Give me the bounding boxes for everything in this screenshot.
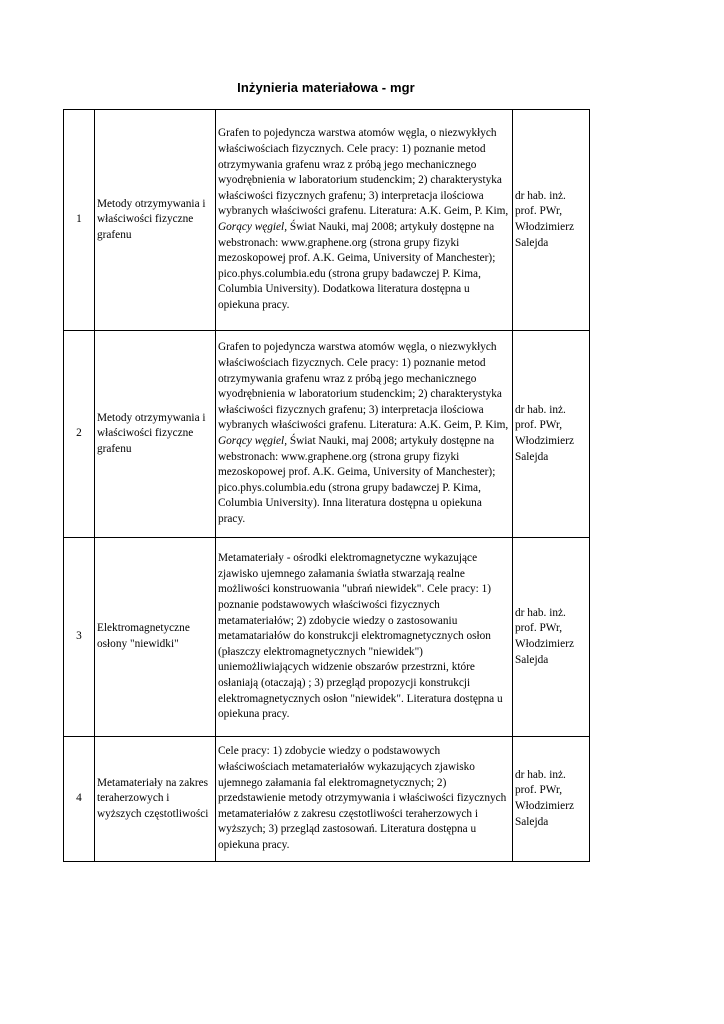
book-title-italic: Gorący węgiel,	[218, 435, 288, 447]
row-number: 2	[64, 331, 95, 538]
book-title-italic: Gorący węgiel,	[218, 221, 288, 233]
topic-description: Metamateriały - ośrodki elektromagnetyczne wykazujące zjawisko ujemnego załamania światła stwarzają realne możliwości konstruowania "ubrań niewidek". Cele pracy: 1) poznanie podstawowych właściwości fizycznych metamateriałów; 2) zdobycie wiedzy o zastosowaniu metamatariałów do konstrukcji elektromagnetycznych osłon (płaszczy elektromagnetycznych "niewidek") uniemożliwiających widzenie obszarów przestrzni, które osłaniają (otaczają) ; 3) przegląd propozycji konstrukcji elektromagnetycznych osłon "niewidek". Literatura dostępna u opiekuna pracy.	[216, 538, 513, 737]
description-text-continued: Świat Nauki, maj 2008; artykuły dostępne na webstronach: www.graphene.org (strona grupy fizyki mezoskopowej prof. A.K. Geima, University of Manchester); pico.phys.columbia.edu (strona grupy badawczej P. Kima, Columbia University). Inna literatura dostępna u opiekuna pracy.	[218, 435, 496, 525]
topic-title: Metamateriały na zakres teraherzowych i wyższych częstotliwości	[95, 737, 216, 862]
table-row	[64, 737, 590, 862]
topic-title: Metody otrzymywania i właściwości fizyczne grafenu	[95, 331, 216, 538]
table-row	[64, 110, 590, 331]
supervisor: dr hab. inż. prof. PWr, Włodzimierz Salejda	[513, 737, 590, 862]
supervisor: dr hab. inż. prof. PWr, Włodzimierz Salejda	[513, 538, 590, 737]
topic-description	[216, 331, 513, 538]
row-number: 1	[64, 110, 95, 331]
table-row	[64, 331, 590, 538]
page-title: Inżynieria materiałowa - mgr	[237, 80, 415, 95]
topic-title: Elektromagnetyczne osłony "niewidki"	[95, 538, 216, 737]
row-number: 4	[64, 737, 95, 862]
description-text: Grafen to pojedyncza warstwa atomów węgla, o niezwykłych właściwościach fizycznych. Cele pracy: 1) poznanie metod otrzymywania grafenu wraz z próbą jego mechanicznego wyodrębnienia w laboratorium studenckim; 2) charakterystyka właściwości fizycznych grafenu; 3) interpretacja ilościowa wybranych właściwości grafenu. Literatura: A.K. Geim, P. Kim,	[218, 127, 509, 218]
topic-description	[216, 110, 513, 331]
topic-description: Cele pracy: 1) zdobycie wiedzy o podstawowych właściwościach metamateriałów wykazujących zjawisko ujemnego załamania fal elektromagnetycznych; 2) przedstawienie metody otrzymywania i właściwości fizycznych metamateriałów z zakresu częstotliwości teraherzowych i wyższych; 3) przegląd zastosowań. Literatura dostępna u opiekuna pracy.	[216, 737, 513, 862]
table-row	[64, 538, 590, 737]
row-number: 3	[64, 538, 95, 737]
topic-title: Metody otrzymywania i właściwości fizyczne grafenu	[95, 110, 216, 331]
description-text: Grafen to pojedyncza warstwa atomów węgla, o niezwykłych właściwościach fizycznych. Cele pracy: 1) poznanie metod otrzymywania grafenu wraz z próbą jego mechanicznego wyodrębnienia w laboratorium studenckim; 2) charakterystyka właściwości fizycznych grafenu; 3) interpretacja ilościowa wybranych właściwości grafenu. Literatura: A.K. Geim, P. Kim,	[218, 341, 509, 432]
supervisor: dr hab. inż. prof. PWr, Włodzimierz Salejda	[513, 331, 590, 538]
supervisor: dr hab. inż. prof. PWr, Włodzimierz Salejda	[513, 110, 590, 331]
topics-table	[63, 109, 590, 862]
description-text-continued: Świat Nauki, maj 2008; artykuły dostępne na webstronach: www.graphene.org (strona grupy fizyki mezoskopowej prof. A.K. Geima, University of Manchester); pico.phys.columbia.edu (strona grupy badawczej P. Kima, Columbia University). Dodatkowa literatura dostępna u opiekuna pracy.	[218, 221, 496, 311]
